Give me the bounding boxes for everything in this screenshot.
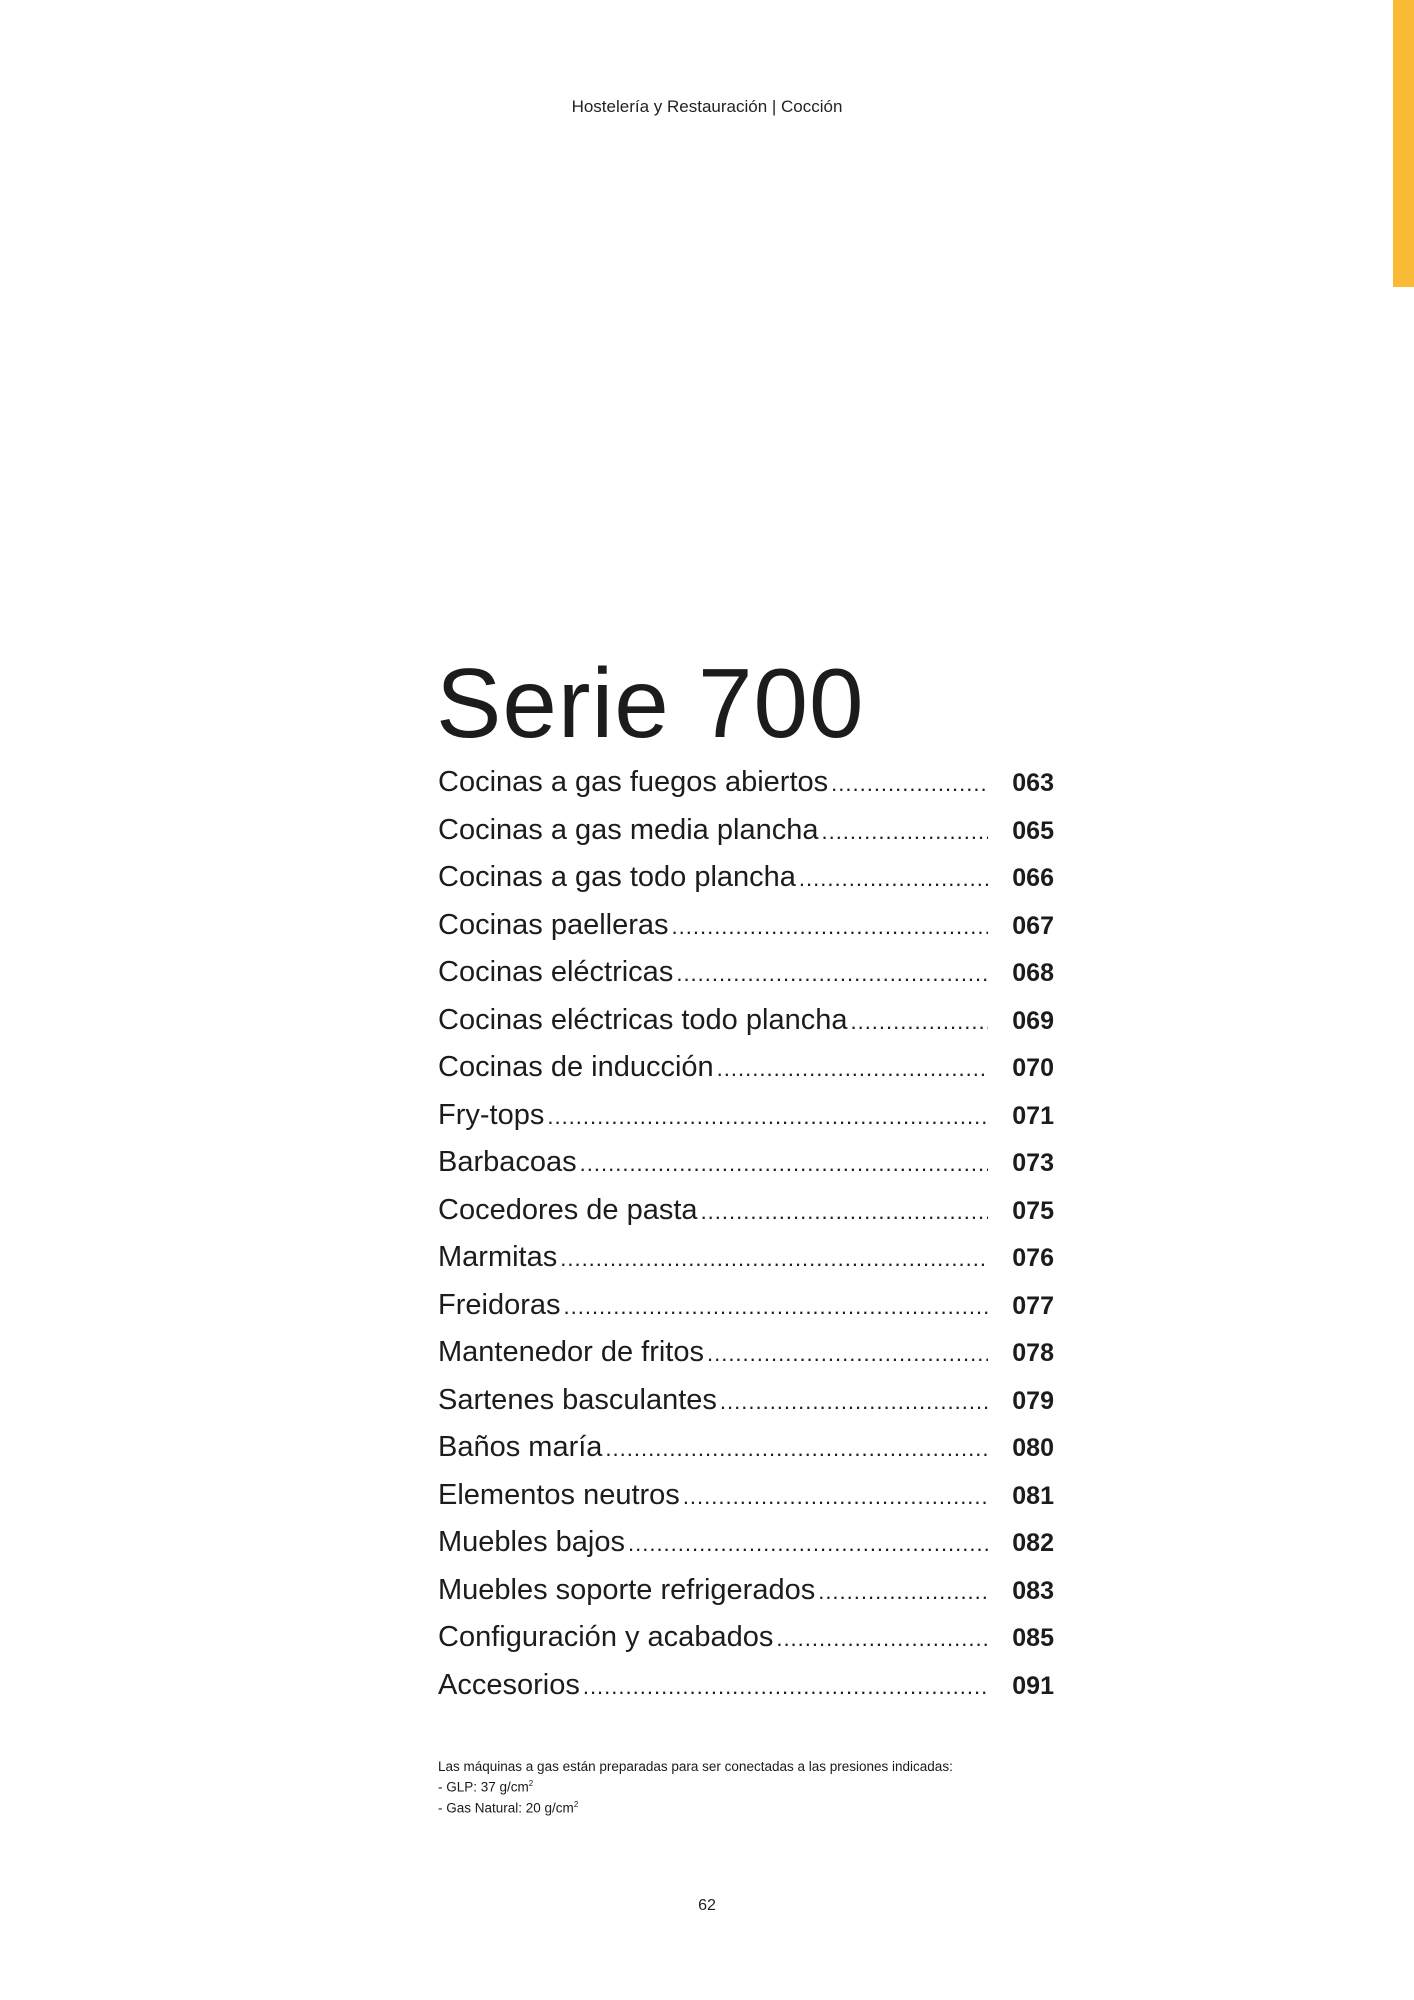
toc-entry-label: Mantenedor de fritos [438, 1336, 704, 1368]
footnote-line: Las máquinas a gas están preparadas para ser conectadas a las presiones indicadas: [438, 1759, 953, 1774]
toc-entry-label: Cocinas a gas media plancha [438, 813, 819, 846]
toc-entry-label: Cocinas eléctricas [438, 956, 674, 988]
footnote-natural-gas: - Gas Natural: 20 g/cm [438, 1800, 574, 1815]
toc-entry-page: 091 [1012, 1671, 1054, 1700]
footnote-glp: - GLP: 37 g/cm [438, 1779, 529, 1795]
toc-entry[interactable] [438, 1146, 1054, 1194]
toc-entry-label: Baños maría [438, 1431, 603, 1463]
dot-leader [580, 1151, 988, 1177]
toc-entry[interactable] [438, 1479, 1054, 1527]
toc-entry-page: 070 [1012, 1054, 1054, 1082]
dot-leader [831, 771, 988, 797]
toc-entry-label: Configuración y acabados [438, 1621, 774, 1653]
dot-leader [821, 819, 988, 845]
page-title: Serie 700 [436, 647, 865, 758]
dot-leader [605, 1436, 988, 1462]
toc-entry-page: 083 [1012, 1576, 1054, 1605]
toc-entry-page: 081 [1012, 1481, 1054, 1510]
toc-entry-page: 067 [1012, 911, 1054, 940]
toc-entry-page: 076 [1012, 1244, 1054, 1272]
toc-entry-label: Fry-tops [438, 1098, 545, 1131]
dot-leader [583, 1674, 988, 1700]
toc-entry-label: Barbacoas [438, 1146, 577, 1178]
toc-entry-label: Accesorios [438, 1668, 580, 1701]
toc-entry-page: 063 [1012, 769, 1054, 797]
dot-leader [672, 914, 988, 940]
footnote-line [438, 1775, 953, 1796]
toc-entry-label: Cocinas de inducción [438, 1051, 714, 1083]
page-header: Hostelería y Restauración | Cocción [571, 97, 843, 116]
toc-entry[interactable] [438, 1621, 1054, 1669]
dot-leader [628, 1531, 988, 1557]
toc-entry[interactable] [438, 814, 1054, 862]
toc-entry-label: Cocinas a gas fuegos abiertos [438, 766, 829, 798]
page-number: 62 [698, 1897, 716, 1914]
toc-entry-page: 068 [1012, 959, 1054, 987]
dot-leader [683, 1484, 988, 1510]
dot-leader [776, 1626, 988, 1652]
toc-entry[interactable] [438, 1004, 1054, 1052]
toc-entry-page: 077 [1012, 1291, 1054, 1320]
toc-entry[interactable] [438, 1051, 1054, 1099]
toc-entry-page: 065 [1012, 816, 1054, 845]
dot-leader [707, 1341, 988, 1367]
toc-entry-label: Sartenes basculantes [438, 1383, 717, 1416]
toc-entry-page: 079 [1012, 1386, 1054, 1415]
toc-entry-label: Muebles soporte refrigerados [438, 1573, 816, 1606]
accent-tab [1393, 0, 1414, 287]
dot-leader [850, 1009, 988, 1035]
toc-entry-label: Marmitas [438, 1241, 558, 1273]
toc-entry-label: Elementos neutros [438, 1478, 680, 1511]
toc-entry-label: Cocinas paelleras [438, 908, 669, 941]
toc-entry-page: 078 [1012, 1339, 1054, 1367]
dot-leader [799, 866, 988, 892]
toc-entry[interactable] [438, 1289, 1054, 1337]
footnote-superscript: 2 [573, 1799, 579, 1809]
dot-leader [818, 1579, 988, 1605]
gas-pressure-footnote [438, 1758, 953, 1816]
toc-entry[interactable] [438, 1384, 1054, 1432]
toc-entry[interactable] [438, 1099, 1054, 1147]
toc-entry[interactable] [438, 1194, 1054, 1242]
dot-leader [560, 1246, 988, 1272]
toc-entry[interactable] [438, 1336, 1054, 1384]
dot-leader [676, 961, 988, 987]
toc-entry-page: 075 [1012, 1196, 1054, 1225]
dot-leader [547, 1104, 988, 1130]
dot-leader [564, 1294, 989, 1320]
toc-entry-label: Muebles bajos [438, 1526, 625, 1558]
toc-entry[interactable] [438, 1431, 1054, 1479]
toc-entry-label: Cocinas eléctricas todo plancha [438, 1003, 848, 1036]
toc-entry-page: 080 [1012, 1434, 1054, 1462]
toc-entry[interactable] [438, 956, 1054, 1004]
toc-entry[interactable] [438, 1526, 1054, 1574]
dot-leader [717, 1056, 988, 1082]
toc-entry-label: Freidoras [438, 1288, 561, 1321]
toc-entry[interactable] [438, 909, 1054, 957]
toc-entry-page: 071 [1012, 1101, 1054, 1130]
toc-entry-page: 066 [1012, 864, 1054, 892]
dot-leader [720, 1389, 988, 1415]
toc-entry-page: 069 [1012, 1006, 1054, 1035]
toc-entry-label: Cocinas a gas todo plancha [438, 861, 796, 893]
dot-leader [701, 1199, 988, 1225]
toc-entry-page: 073 [1012, 1149, 1054, 1177]
toc-entry[interactable] [438, 1574, 1054, 1622]
toc-entry-label: Cocedores de pasta [438, 1193, 698, 1226]
toc-entry-page: 085 [1012, 1624, 1054, 1652]
toc-entry-page: 082 [1012, 1529, 1054, 1557]
toc-entry[interactable] [438, 1241, 1054, 1289]
toc-entry[interactable] [438, 861, 1054, 909]
table-of-contents [438, 766, 1054, 1716]
toc-entry[interactable] [438, 1669, 1054, 1717]
footnote-line [438, 1796, 953, 1817]
toc-entry[interactable] [438, 766, 1054, 814]
footnote-superscript: 2 [528, 1779, 534, 1788]
